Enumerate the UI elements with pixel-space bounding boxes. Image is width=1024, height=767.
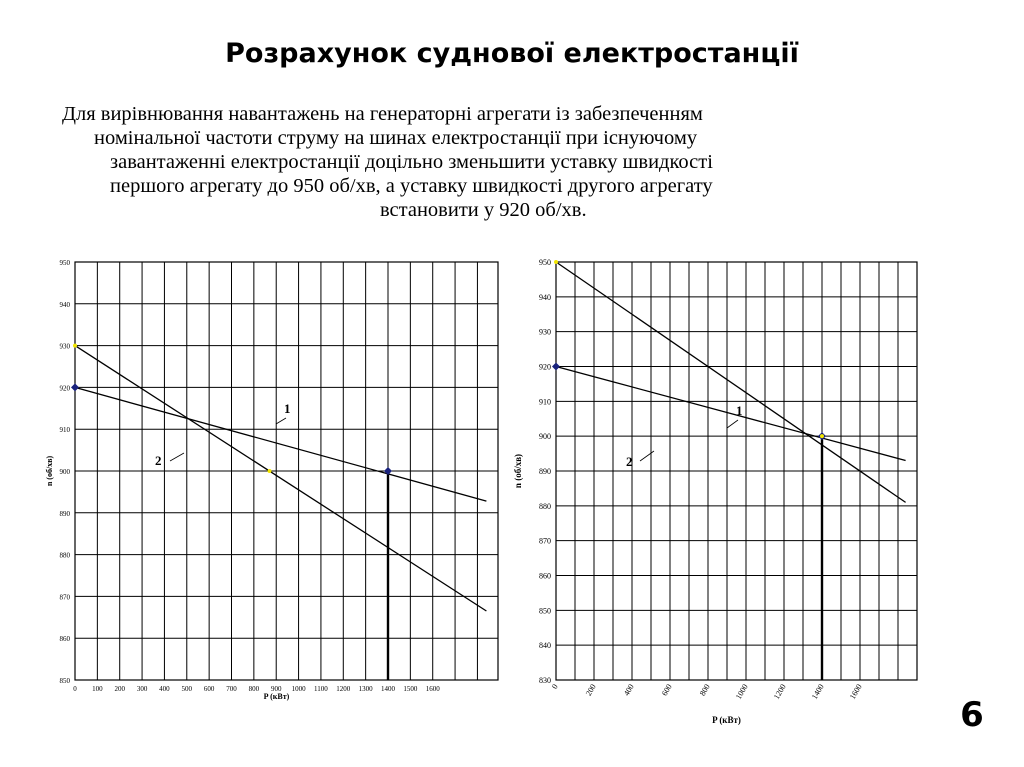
slide-title: Розрахунок суднової електростанції — [225, 38, 799, 69]
x-tick-label: 800 — [697, 682, 712, 698]
series-label-1: 1 — [736, 403, 743, 418]
y-tick-label: 920 — [59, 384, 70, 393]
series-label-2: 2 — [626, 454, 633, 469]
x-tick-label: 100 — [92, 685, 103, 693]
y-tick-label: 910 — [59, 426, 70, 435]
y-tick-label: 920 — [539, 362, 551, 372]
x-axis-label: P (кВт) — [263, 692, 290, 701]
series-label-1: 1 — [284, 401, 291, 416]
x-tick-label: 600 — [659, 682, 674, 698]
y-tick-label: 930 — [59, 342, 70, 351]
x-tick-label: 0 — [73, 685, 77, 693]
x-tick-label: 1600 — [425, 685, 440, 693]
y-tick-label: 840 — [539, 641, 551, 651]
body-line-2: номінальної частоти струму на шинах електростанції при існуючому — [94, 127, 698, 149]
x-tick-label: 1300 — [358, 685, 373, 693]
x-tick-label: 300 — [136, 685, 148, 693]
body-line-5: встановити у 920 об/хв. — [380, 199, 587, 221]
page-number: 6 — [960, 695, 984, 735]
y-tick-label: 880 — [539, 501, 551, 511]
y-tick-label: 890 — [59, 509, 70, 518]
x-tick-label: 1000 — [291, 685, 306, 693]
x-tick-label: 1100 — [314, 685, 328, 693]
x-tick-label: 500 — [181, 685, 193, 693]
y-tick-label: 900 — [539, 432, 551, 442]
body-line-4: першого агрегату до 950 об/хв, а уставку швидкості другого агрегату — [110, 175, 713, 197]
x-tick-label: 1000 — [733, 682, 750, 701]
x-tick-label: 200 — [583, 682, 598, 698]
y-tick-label: 890 — [539, 467, 551, 476]
y-tick-label: 830 — [539, 676, 551, 685]
x-tick-label: 1400 — [381, 685, 395, 693]
y-tick-label: 850 — [59, 677, 70, 685]
body-line-1: Для вирівнювання навантажень на генераторні агрегати із забезпеченням — [62, 103, 703, 125]
x-tick-label: 1400 — [809, 682, 826, 701]
x-tick-label: 400 — [621, 682, 636, 698]
x-tick-label: 1200 — [771, 682, 788, 701]
x-tick-label: 900 — [270, 685, 282, 693]
y-tick-label: 950 — [539, 258, 551, 267]
y-tick-label: 900 — [59, 468, 70, 476]
body-line-3: завантаженні електростанції доцільно зменьшити уставку швидкості — [110, 151, 713, 173]
x-axis-label: P (кВт) — [712, 715, 741, 725]
x-tick-label: 400 — [159, 685, 170, 693]
y-tick-label: 850 — [539, 606, 551, 616]
x-tick-label: 600 — [203, 685, 215, 693]
y-tick-label: 940 — [59, 300, 70, 309]
y-tick-label: 930 — [539, 327, 551, 337]
y-tick-label: 870 — [59, 593, 70, 602]
y-tick-label: 910 — [539, 397, 551, 407]
y-tick-label: 950 — [59, 259, 70, 267]
y-tick-label: 870 — [539, 536, 551, 546]
data-point — [820, 434, 824, 438]
y-tick-label: 940 — [539, 292, 551, 302]
series-label-2: 2 — [155, 453, 162, 468]
x-tick-label: 1200 — [336, 685, 351, 693]
x-tick-label: 1500 — [403, 685, 418, 693]
x-tick-label: 700 — [226, 685, 237, 693]
x-tick-label: 200 — [114, 685, 125, 693]
y-tick-label: 860 — [59, 635, 70, 644]
x-tick-label: 1600 — [847, 682, 864, 701]
x-tick-label: 0 — [549, 682, 560, 691]
y-tick-label: 860 — [539, 571, 551, 581]
y-axis-label: n (об/хв) — [45, 455, 54, 487]
y-tick-label: 880 — [59, 551, 70, 560]
x-tick-label: 800 — [248, 685, 260, 693]
y-axis-label: n (об/хв) — [513, 453, 523, 489]
data-point — [554, 260, 558, 264]
